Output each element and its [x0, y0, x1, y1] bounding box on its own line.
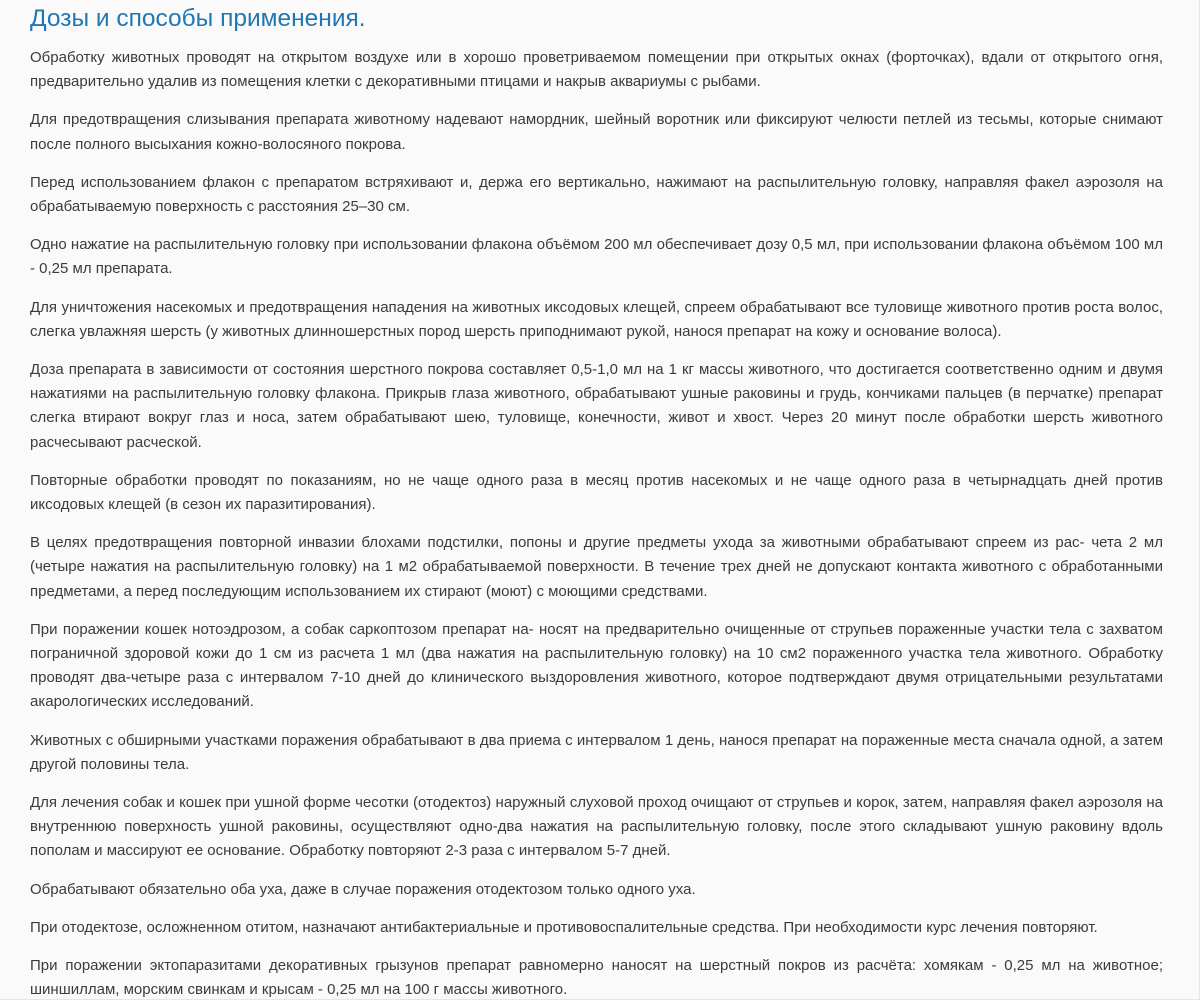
section-heading: Дозы и способы применения. — [30, 5, 366, 32]
paragraph: Повторные обработки проводят по показаниям, но не чаще одного раза в месяц против насекомых и не чаще одного раза в четырнадцать дней против иксодовых клещей (в сезон их паразитирования). — [30, 471, 1163, 514]
paragraph: При поражении эктопаразитами декоративных грызунов препарат равномерно наносят на шерстный покров из расчёта: хомякам - 0,25 мл на животное; шиншиллам, морским свинкам и крысам - 0,25 мл на 100 г массы животного. — [30, 957, 1163, 999]
paragraph: При поражении кошек нотоэдрозом, а собак саркоптозом препарат на- носят на предварительно очищенные от струпьев пораженные участки тела с захватом пограничной здоровой кожи до 1 см из расчета 1 мл (два нажатия на распылительную головку) на 10 см2 пораженного участка тела животного. Обработку проводят два-четыре раза с интервалом 7-10 дней до клинического выздоровления животного, которое подтверждают двумя отрицательными результатами акарологических исследований. — [30, 620, 1163, 711]
paragraph: Животных с обширными участками поражения обрабатывают в два приема с интервалом 1 день, нанося препарат на пораженные места сначала одной, а затем другой половины тела. — [30, 731, 1163, 773]
paragraph: Доза препарата в зависимости от состояния шерстного покрова составляет 0,5-1,0 мл на 1 кг массы животного, что достигается соответственно одним и двумя нажатиями на распылительную головку флакона. Прикрыв глаза животного, обрабатывают ушные раковины и грудь, кончиками пальцев (в перчатке) препарат слегка втирают вокруг глаз и носа, затем обрабатывают шею, туловище, конечности, живот и хвост. Через 20 минут после обработки шерсть животного расчесывают расческой. — [30, 361, 1163, 451]
paragraph: Обрабатывают обязательно оба уха, даже в случае поражения отодектозом только одного уха. — [30, 880, 696, 898]
paragraph: В целях предотвращения повторной инвазии блохами подстилки, попоны и другие предметы ухода за животными обрабатывают спреем из рас- чета 2 мл (четыре нажатия на распылительную головку) на 1 м2 обрабатываемой поверхности. В течение трех дней не допускают контакта животного с обработанными предметами, а перед последующим использованием их стирают (моют) с моющими средствами. — [30, 534, 1163, 600]
paragraph: Для уничтожения насекомых и предотвращения нападения на животных иксодовых клещей, спреем обрабатывают все туловище животного против роста волос, слегка увлажняя шерсть (у животных длинношерстных пород шерсть приподнимают рукой, нанося препарат на кожу и основание волоса). — [30, 298, 1163, 340]
paragraph: Одно нажатие на распылительную головку при использовании флакона объёмом 200 мл обеспечивает дозу 0,5 мл, при использовании флакона объёмом 100 мл - 0,25 мл препарата. — [30, 236, 1163, 278]
paragraph: Перед использованием флакон с препаратом встряхивают и, держа его вертикально, нажимают на распылительную головку, направляя факел аэрозоля на обрабатываемую поверхность с расстояния 25–30 см. — [30, 173, 1163, 216]
paragraph: При отодектозе, осложненном отитом, назначают антибактериальные и противовоспалительные средства. При необходимости курс лечения повторяют. — [30, 918, 1098, 936]
section-body — [30, 46, 1163, 1000]
paragraph: Для предотвращения слизывания препарата животному надевают намордник, шейный воротник или фиксируют челюсти петлей из тесьмы, которые снимают после полного высыхания кожно-волосяного покрова. — [30, 111, 1163, 153]
paragraph: Для лечения собак и кошек при ушной форме чесотки (отодектоз) наружный слуховой проход очищают от струпьев и корок, затем, направляя факел аэрозоля на внутреннюю поверхность ушной раковины, осуществляют одно-два нажатия на распылительную головку, после этого складывают ушную раковину вдоль пополам и массируют ее основание. Обработку повторяют 2-3 раза с интервалом 5-7 дней. — [30, 794, 1163, 860]
paragraph: Обработку животных проводят на открытом воздухе или в хорошо проветриваемом помещении при открытых окнах (форточках), вдали от открытого огня, предварительно удалив из помещения клетки с декоративными птицами и накрыв аквариумы с рыбами. — [30, 49, 1163, 91]
